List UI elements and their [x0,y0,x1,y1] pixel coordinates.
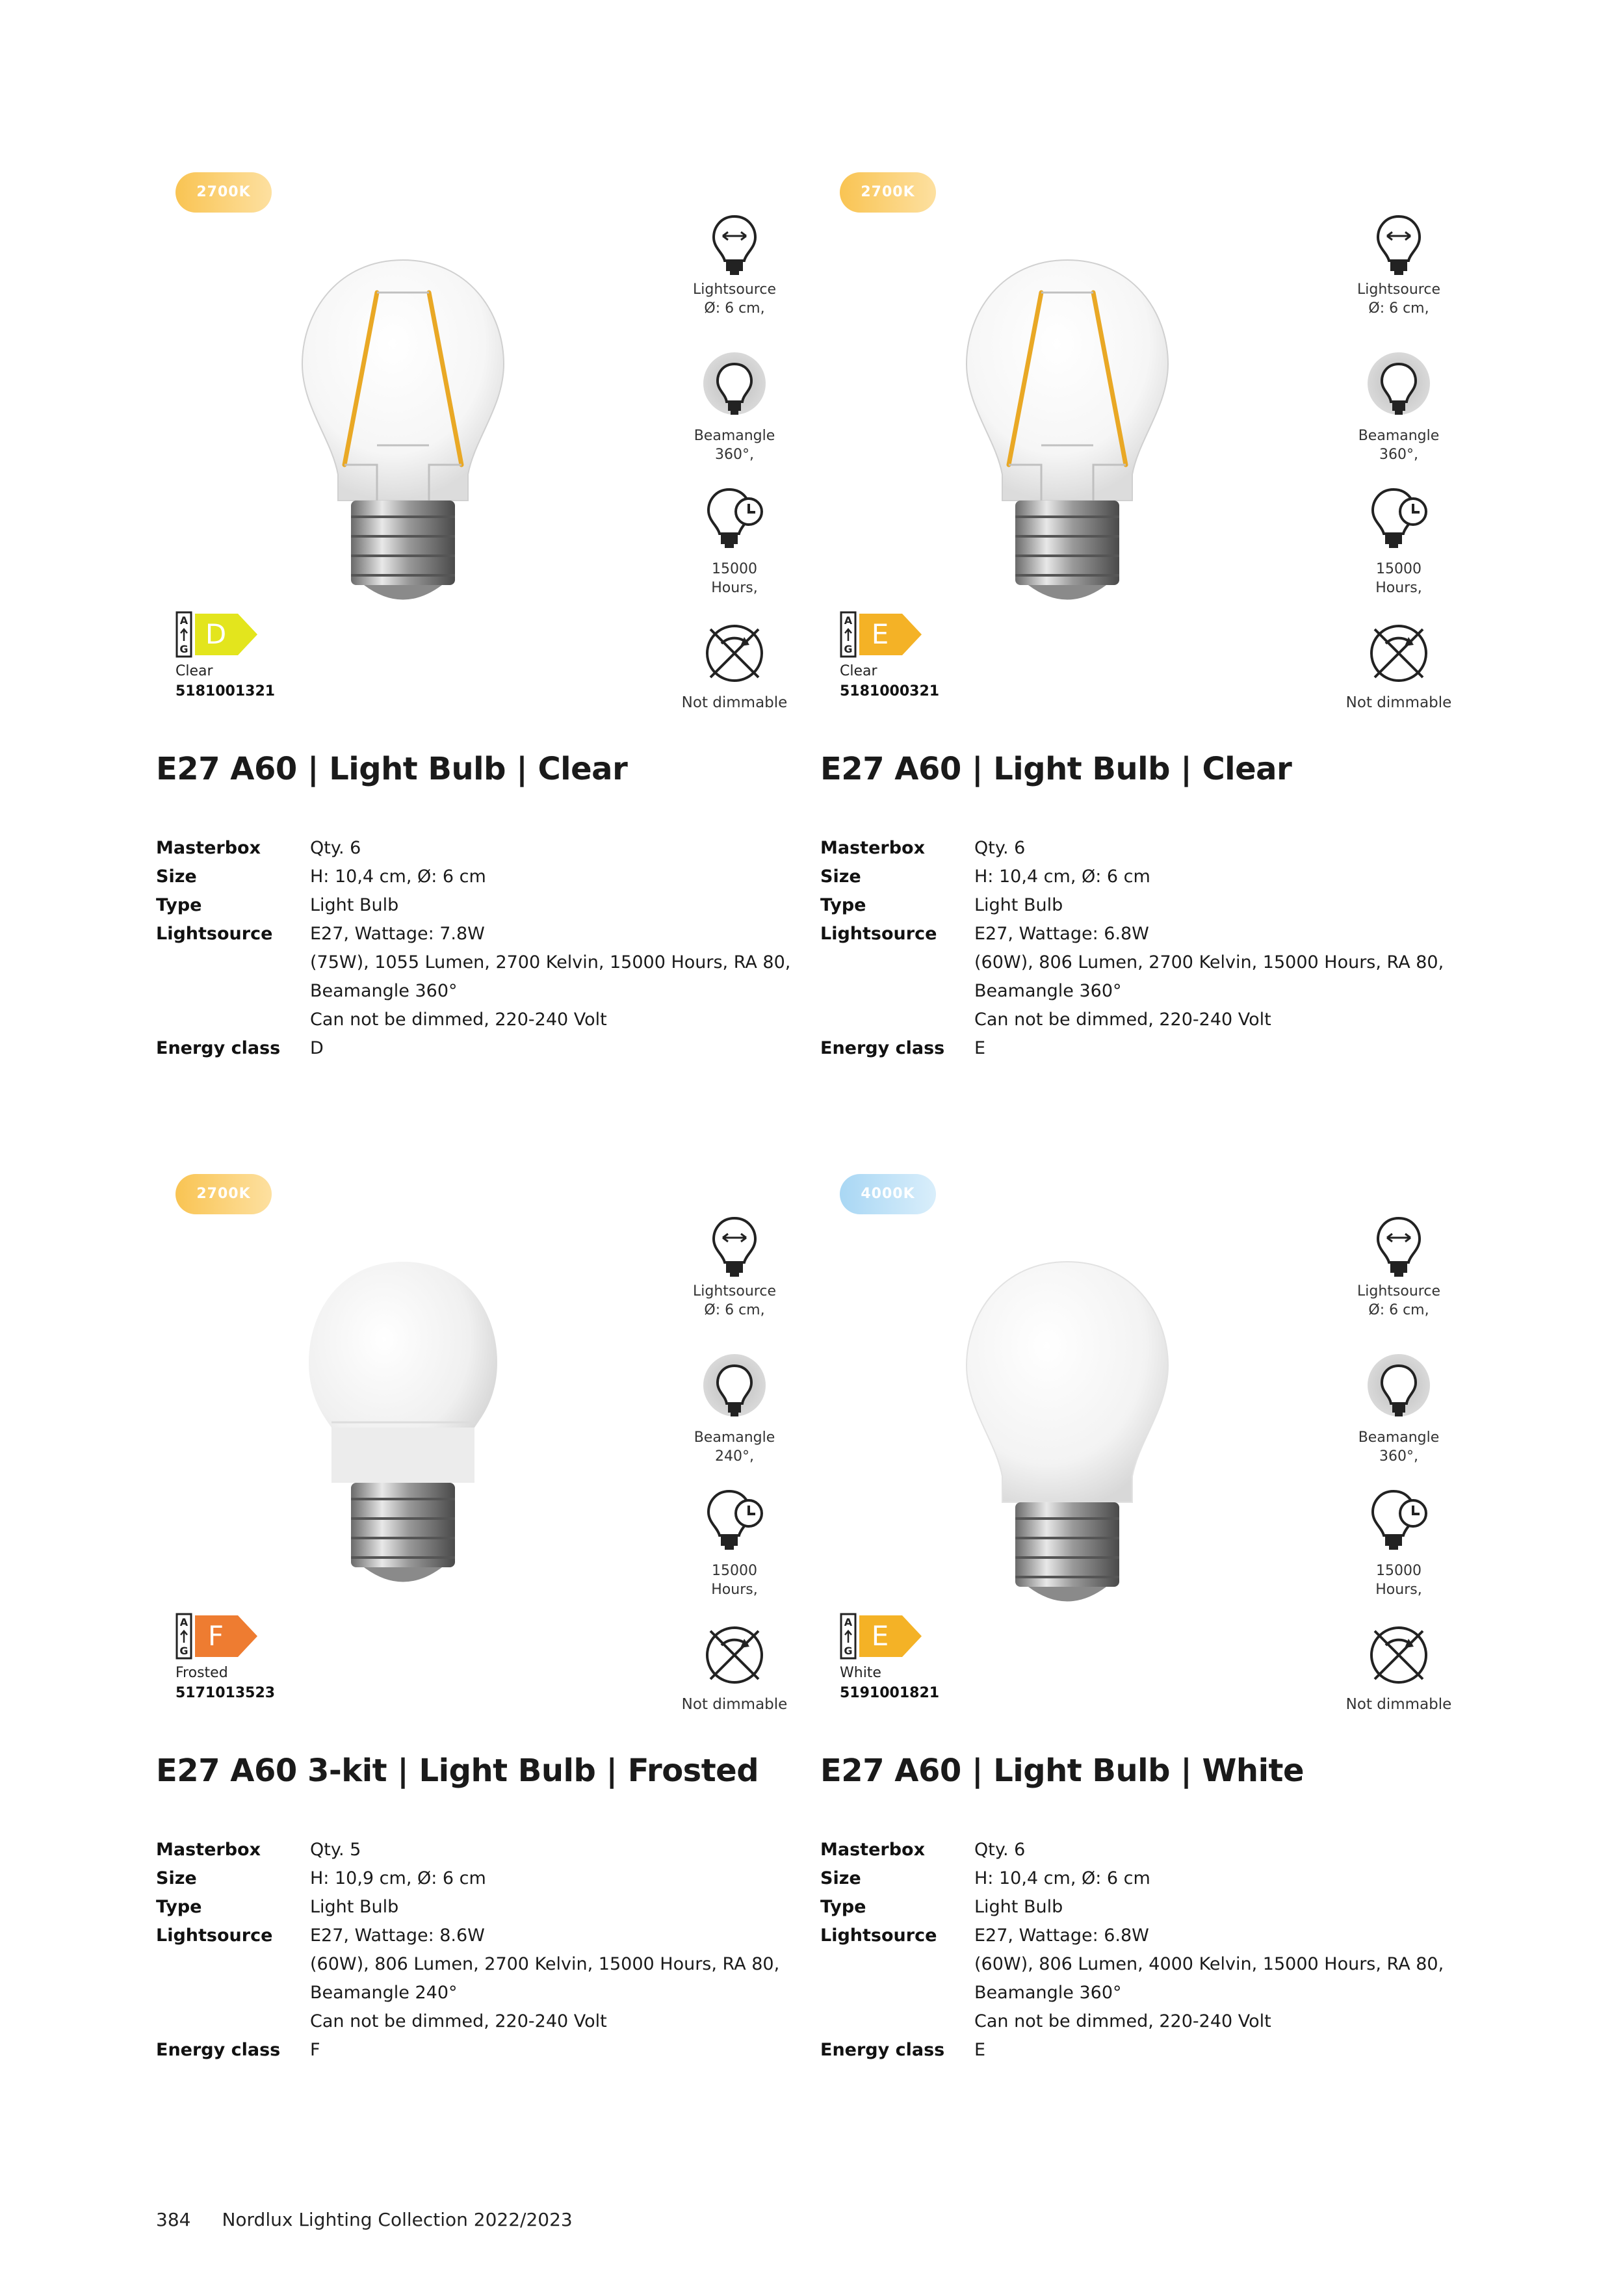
spec-row [156,1006,806,1034]
spec-row [820,863,1470,891]
spec-key [820,977,974,1006]
diameter-value: Ø: 6 cm, [1368,1302,1429,1318]
product-title: E27 A60 | Light Bulb | Clear [156,751,628,787]
diameter-value: Ø: 6 cm, [1368,300,1429,317]
product-card [820,1174,1470,2149]
spec-value: E [974,2040,986,2060]
hours-value: 15000 [1376,561,1422,577]
spec-key: Energy class [156,2040,281,2060]
spec-row [156,863,806,891]
spec-value: H: 10,4 cm, Ø: 6 cm [974,867,1150,887]
spec-value: H: 10,4 cm, Ø: 6 cm [974,1868,1150,1888]
spec-row [820,834,1470,863]
dimmable-status: Not dimmable [1345,694,1452,711]
beamangle-label: Beamangle [1358,428,1440,444]
bulb-white-image [944,1252,1191,1655]
beamangle-icon [1366,351,1431,423]
spec-value: (60W), 806 Lumen, 2700 Kelvin, 15000 Hours, RA 80, [310,1954,780,1974]
spec-key: Type [820,895,866,915]
beamangle-label: Beamangle [694,1429,775,1446]
spec-row [156,1034,806,1063]
hours-value: 15000 [712,1563,757,1579]
spec-key: Type [820,1897,866,1917]
finish-label: Frosted [175,1665,228,1681]
spec-row [820,1893,1470,1922]
spec-key [156,1950,310,1979]
not-dimmable-icon [1363,618,1435,689]
page-number: 384 [156,2209,191,2230]
spec-row [156,920,806,948]
beamangle-value: 360°, [1379,1448,1418,1465]
spec-key: Masterbox [820,1840,925,1860]
spec-table [156,834,806,1063]
spec-row [820,920,1470,948]
energy-scale-bottom: G [179,1645,188,1657]
beamangle-icon [702,1353,767,1424]
spec-key [156,948,310,977]
beamangle-value: 360°, [715,447,754,463]
energy-label-icon [175,611,260,658]
spec-row [820,1034,1470,1063]
not-dimmable-icon [699,618,770,689]
bulb-clear-image [944,250,1191,653]
spec-key [820,1950,974,1979]
product-title: E27 A60 | Light Bulb | Clear [820,751,1292,787]
lightsource-label: Lightsource [1357,281,1440,298]
color-temperature-badge: 4000K [840,1174,936,1214]
bulb-frosted-image [279,1252,526,1655]
spec-key: Lightsource [156,924,273,944]
energy-class-letter: E [871,1620,889,1652]
beamangle-label: Beamangle [1358,1429,1440,1446]
spec-value: Light Bulb [310,1897,399,1917]
spec-row [820,891,1470,920]
spec-key: Type [156,895,202,915]
finish-label: Clear [840,663,877,679]
spec-key: Type [156,1897,202,1917]
lightsource-diameter-icon [708,1213,760,1278]
energy-scale-top: A [179,614,188,627]
spec-row [156,1893,806,1922]
spec-row [820,1864,1470,1893]
lifetime-hours-icon [1366,1486,1431,1558]
spec-row [820,2036,1470,2065]
spec-value: Qty. 6 [974,838,1026,858]
spec-key [820,1979,974,2007]
finish-label: White [840,1665,881,1681]
spec-value: (75W), 1055 Lumen, 2700 Kelvin, 15000 Hours, RA 80, [310,952,791,972]
spec-key [156,1979,310,2007]
bulb-clear-image [279,250,526,653]
spec-key [820,1006,974,1034]
hours-label: Hours, [1375,580,1422,596]
spec-value: Beamangle 240° [310,1983,458,2003]
beamangle-icon [1366,1353,1431,1424]
product-title: E27 A60 3-kit | Light Bulb | Frosted [156,1753,759,1789]
energy-label-icon [840,611,924,658]
spec-key: Energy class [820,1038,945,1058]
spec-value: E [974,1038,986,1058]
spec-row [820,948,1470,977]
hours-label: Hours, [1375,1582,1422,1598]
energy-scale-top: A [844,614,853,627]
product-code: 5191001821 [840,1685,940,1701]
spec-value: E27, Wattage: 6.8W [974,1925,1149,1946]
spec-table [156,1836,806,2065]
spec-key: Masterbox [156,1840,261,1860]
spec-value: Beamangle 360° [974,1983,1122,2003]
lifetime-hours-icon [1366,484,1431,556]
spec-value: (60W), 806 Lumen, 4000 Kelvin, 15000 Hours, RA 80, [974,1954,1444,1974]
beamangle-value: 240°, [715,1448,754,1465]
diameter-value: Ø: 6 cm, [704,300,765,317]
spec-row [820,1979,1470,2007]
spec-table [820,834,1470,1063]
page-footer [156,2209,604,2230]
not-dimmable-icon [699,1619,770,1691]
color-temperature-badge: 2700K [840,172,936,213]
lifetime-hours-icon [702,484,767,556]
hours-label: Hours, [711,580,758,596]
spec-key: Size [156,1868,197,1888]
spec-key: Lightsource [820,1925,937,1946]
energy-scale-top: A [844,1616,853,1628]
energy-label-icon [175,1613,260,1660]
spec-row [156,1950,806,1979]
hours-value: 15000 [1376,1563,1422,1579]
spec-key: Masterbox [820,838,925,858]
spec-value: Light Bulb [974,1897,1063,1917]
spec-value: H: 10,4 cm, Ø: 6 cm [310,867,486,887]
spec-key: Masterbox [156,838,261,858]
lightsource-label: Lightsource [693,281,776,298]
spec-row [820,977,1470,1006]
beamangle-icon [702,351,767,423]
not-dimmable-icon [1363,1619,1435,1691]
dimmable-status: Not dimmable [1345,1696,1452,1713]
spec-row [820,1836,1470,1864]
spec-key [820,948,974,977]
spec-key: Lightsource [156,1925,273,1946]
beamangle-value: 360°, [1379,447,1418,463]
finish-label: Clear [175,663,213,679]
spec-value: Can not be dimmed, 220-240 Volt [974,2011,1271,2031]
energy-scale-bottom: G [179,643,188,655]
product-code: 5181001321 [175,683,276,699]
spec-row [820,2007,1470,2036]
energy-class-letter: F [207,1620,224,1652]
spec-value: D [310,1038,324,1058]
energy-class-letter: E [871,618,889,650]
spec-row [156,834,806,863]
spec-key: Size [820,867,861,887]
energy-class-letter: D [205,618,227,650]
energy-scale-top: A [179,1616,188,1628]
lightsource-diameter-icon [1373,1213,1425,1278]
product-title: E27 A60 | Light Bulb | White [820,1753,1305,1789]
spec-key [156,1006,310,1034]
spec-key: Energy class [820,2040,945,2060]
spec-value: F [310,2040,320,2060]
spec-value: E27, Wattage: 7.8W [310,924,485,944]
product-card [156,1174,806,2149]
spec-value: H: 10,9 cm, Ø: 6 cm [310,1868,486,1888]
spec-value: Qty. 6 [310,838,361,858]
lightsource-diameter-icon [708,211,760,276]
spec-value: Beamangle 360° [974,981,1122,1001]
spec-row [156,2007,806,2036]
spec-row [156,1922,806,1950]
diameter-value: Ø: 6 cm, [704,1302,765,1318]
lightsource-label: Lightsource [1357,1283,1440,1299]
spec-value: Can not be dimmed, 220-240 Volt [310,2011,607,2031]
spec-key [820,2007,974,2036]
spec-value: Beamangle 360° [310,981,458,1001]
spec-value: Can not be dimmed, 220-240 Volt [310,1010,607,1030]
spec-row [156,2036,806,2065]
spec-table [820,1836,1470,2065]
spec-row [156,1864,806,1893]
product-code: 5181000321 [840,683,940,699]
dimmable-status: Not dimmable [681,1696,788,1713]
color-temperature-badge: 2700K [175,1174,272,1214]
hours-value: 15000 [712,561,757,577]
spec-value: (60W), 806 Lumen, 2700 Kelvin, 15000 Hours, RA 80, [974,952,1444,972]
spec-row [820,1950,1470,1979]
spec-row [820,1922,1470,1950]
spec-value: E27, Wattage: 6.8W [974,924,1149,944]
dimmable-status: Not dimmable [681,694,788,711]
spec-row [156,948,806,977]
spec-key: Size [156,867,197,887]
spec-value: Qty. 6 [974,1840,1026,1860]
energy-scale-bottom: G [844,1645,853,1657]
spec-row [156,977,806,1006]
color-temperature-badge: 2700K [175,172,272,213]
spec-row [156,1979,806,2007]
lightsource-label: Lightsource [693,1283,776,1299]
spec-row [156,1836,806,1864]
lightsource-diameter-icon [1373,211,1425,276]
beamangle-label: Beamangle [694,428,775,444]
spec-row [156,891,806,920]
energy-label-icon [840,1613,924,1660]
spec-key: Lightsource [820,924,937,944]
product-code: 5171013523 [175,1685,276,1701]
spec-value: Light Bulb [974,895,1063,915]
lifetime-hours-icon [702,1486,767,1558]
product-card [820,172,1470,1147]
spec-key: Size [820,1868,861,1888]
spec-value: Light Bulb [310,895,399,915]
spec-value: Qty. 5 [310,1840,361,1860]
spec-value: E27, Wattage: 8.6W [310,1925,485,1946]
spec-value: Can not be dimmed, 220-240 Volt [974,1010,1271,1030]
spec-key [156,2007,310,2036]
spec-row [820,1006,1470,1034]
product-card [156,172,806,1147]
hours-label: Hours, [711,1582,758,1598]
collection-title: Nordlux Lighting Collection 2022/2023 [222,2209,573,2230]
spec-key [156,977,310,1006]
spec-key: Energy class [156,1038,281,1058]
energy-scale-bottom: G [844,643,853,655]
